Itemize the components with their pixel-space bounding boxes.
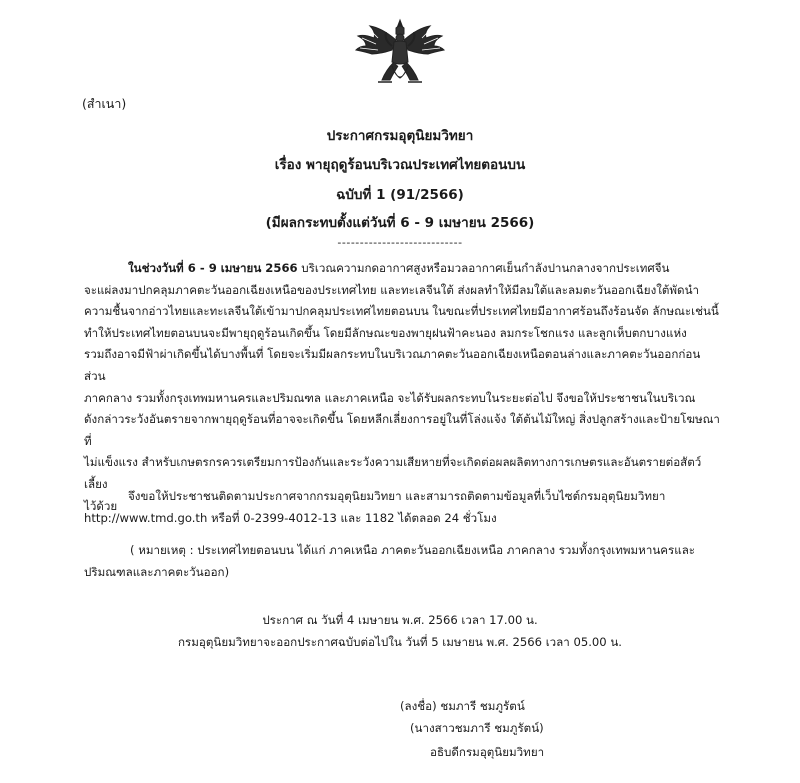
garuda-emblem-icon bbox=[352, 18, 448, 88]
header-divider: ---------------------------- bbox=[337, 236, 463, 249]
body-note bbox=[84, 540, 724, 583]
paragraph-line: ภาคกลาง รวมทั้งกรุงเทพมหานครและปริมณฑล และภาคเหนือ จะได้รับผลกระทบในระยะต่อไป จึงขอให้ประชาชนในบริเวณ bbox=[84, 390, 696, 405]
paragraph-line: ทำให้ประเทศไทยตอนบนจะมีพายุฤดูร้อนเกิดขึ้น โดยมีลักษณะของพายุฝนฟ้าคะนอง ลมกระโชกแรง และลูกเห็บตกบางแห่ง bbox=[84, 325, 687, 340]
next-issue: กรมอุตุนิยมวิทยาจะออกประกาศฉบับต่อไปใน วันที่ 5 เมษายน พ.ศ. 2566 เวลา 05.00 น. bbox=[178, 635, 622, 649]
paragraph-line: ( หมายเหตุ : ประเทศไทยตอนบน ได้แก่ ภาคเหนือ ภาคตะวันออกเฉียงเหนือ ภาคกลาง รวมทั้งกรุงเทพมหานครและ bbox=[130, 543, 696, 557]
paragraph-line: ไว้ด้วย bbox=[84, 498, 118, 513]
paragraph-line: ไม่แข็งแรง สำหรับเกษตรกรควรเตรียมการป้องกันและระวังความเสียหายที่จะเกิดต่อผลผลิตทางการเกษตรและอันตรายต่อสัตว์เลี้ยง bbox=[84, 455, 702, 491]
issue-number: ฉบับที่ 1 (91/2566) bbox=[336, 187, 464, 203]
signatory-name: (นางสาวชมภารี ชมภูรัตน์) bbox=[410, 721, 544, 735]
paragraph-line: ปริมณฑลและภาคตะวันออก) bbox=[84, 564, 230, 579]
paragraph-line: ในช่วงวันที่ 6 - 9 เมษายน 2566 บริเวณความกดอากาศสูงหรือมวลอากาศเย็นกำลังปานกลางจากประเทศจีน bbox=[128, 261, 670, 275]
effect-period: (มีผลกระทบตั้งแต่วันที่ 6 - 9 เมษายน 2566) bbox=[265, 215, 535, 231]
paragraph-line: รวมถึงอาจมีฟ้าผ่าเกิดขึ้นได้บางพื้นที่ โดยจะเริ่มมีผลกระทบในบริเวณภาคตะวันออกเฉียงเหนือตอนล่างและภาคตะวันออกก่อน ส่วน bbox=[84, 347, 701, 383]
paragraph-line: จึงขอให้ประชาชนติดตามประกาศจากกรมอุตุนิยมวิทยา และสามารถติดตามข้อมูลที่เว็บไซต์กรมอุตุนิยมวิทยา bbox=[128, 489, 666, 503]
signatory-title: อธิบดีกรมอุตุนิยมวิทยา bbox=[430, 745, 545, 759]
contact-line: http://www.tmd.go.th หรือที่ 0-2399-4012-13 และ 1182 ได้ตลอด 24 ชั่วโมง bbox=[84, 510, 497, 525]
copy-tag: (สำเนา) bbox=[82, 96, 127, 111]
lead-text: ในช่วงวันที่ 6 - 9 เมษายน 2566 bbox=[128, 261, 298, 275]
body-paragraph-1 bbox=[84, 258, 724, 517]
paragraph-line: ดังกล่าวระวังอันตรายจากพายุฤดูร้อนที่อาจจะเกิดขึ้น โดยหลีกเลี่ยงการอยู่ในที่โล่งแจ้ง ใต้ต้นไม้ใหญ่ สิ่งปลูกสร้างและป้ายโฆษณาที่ bbox=[84, 412, 720, 448]
issued-date: ประกาศ ณ วันที่ 4 เมษายน พ.ศ. 2566 เวลา 17.00 น. bbox=[262, 613, 538, 627]
agency-title: ประกาศกรมอุตุนิยมวิทยา bbox=[326, 128, 474, 144]
body-paragraph-2 bbox=[84, 486, 724, 529]
signature-line: (ลงชื่อ) ชมภารี ชมภูรัตน์ bbox=[400, 699, 525, 713]
subject-title: เรื่อง พายุฤดูร้อนบริเวณประเทศไทยตอนบน bbox=[274, 157, 526, 173]
paragraph-line: จะแผ่ลงมาปกคลุมภาคตะวันออกเฉียงเหนือของประเทศไทย และทะเลจีนใต้ ส่งผลทำให้มีลมใต้และลมตะวันออกเฉียงใต้พัดนำ bbox=[84, 282, 700, 297]
paragraph-line: ความชื้นจากอ่าวไทยและทะเลจีนใต้เข้ามาปกคลุมประเทศไทยตอนบน ในขณะที่ประเทศไทยมีอากาศร้อนถึงร้อนจัด ลักษณะเช่นนี้ bbox=[84, 304, 719, 319]
